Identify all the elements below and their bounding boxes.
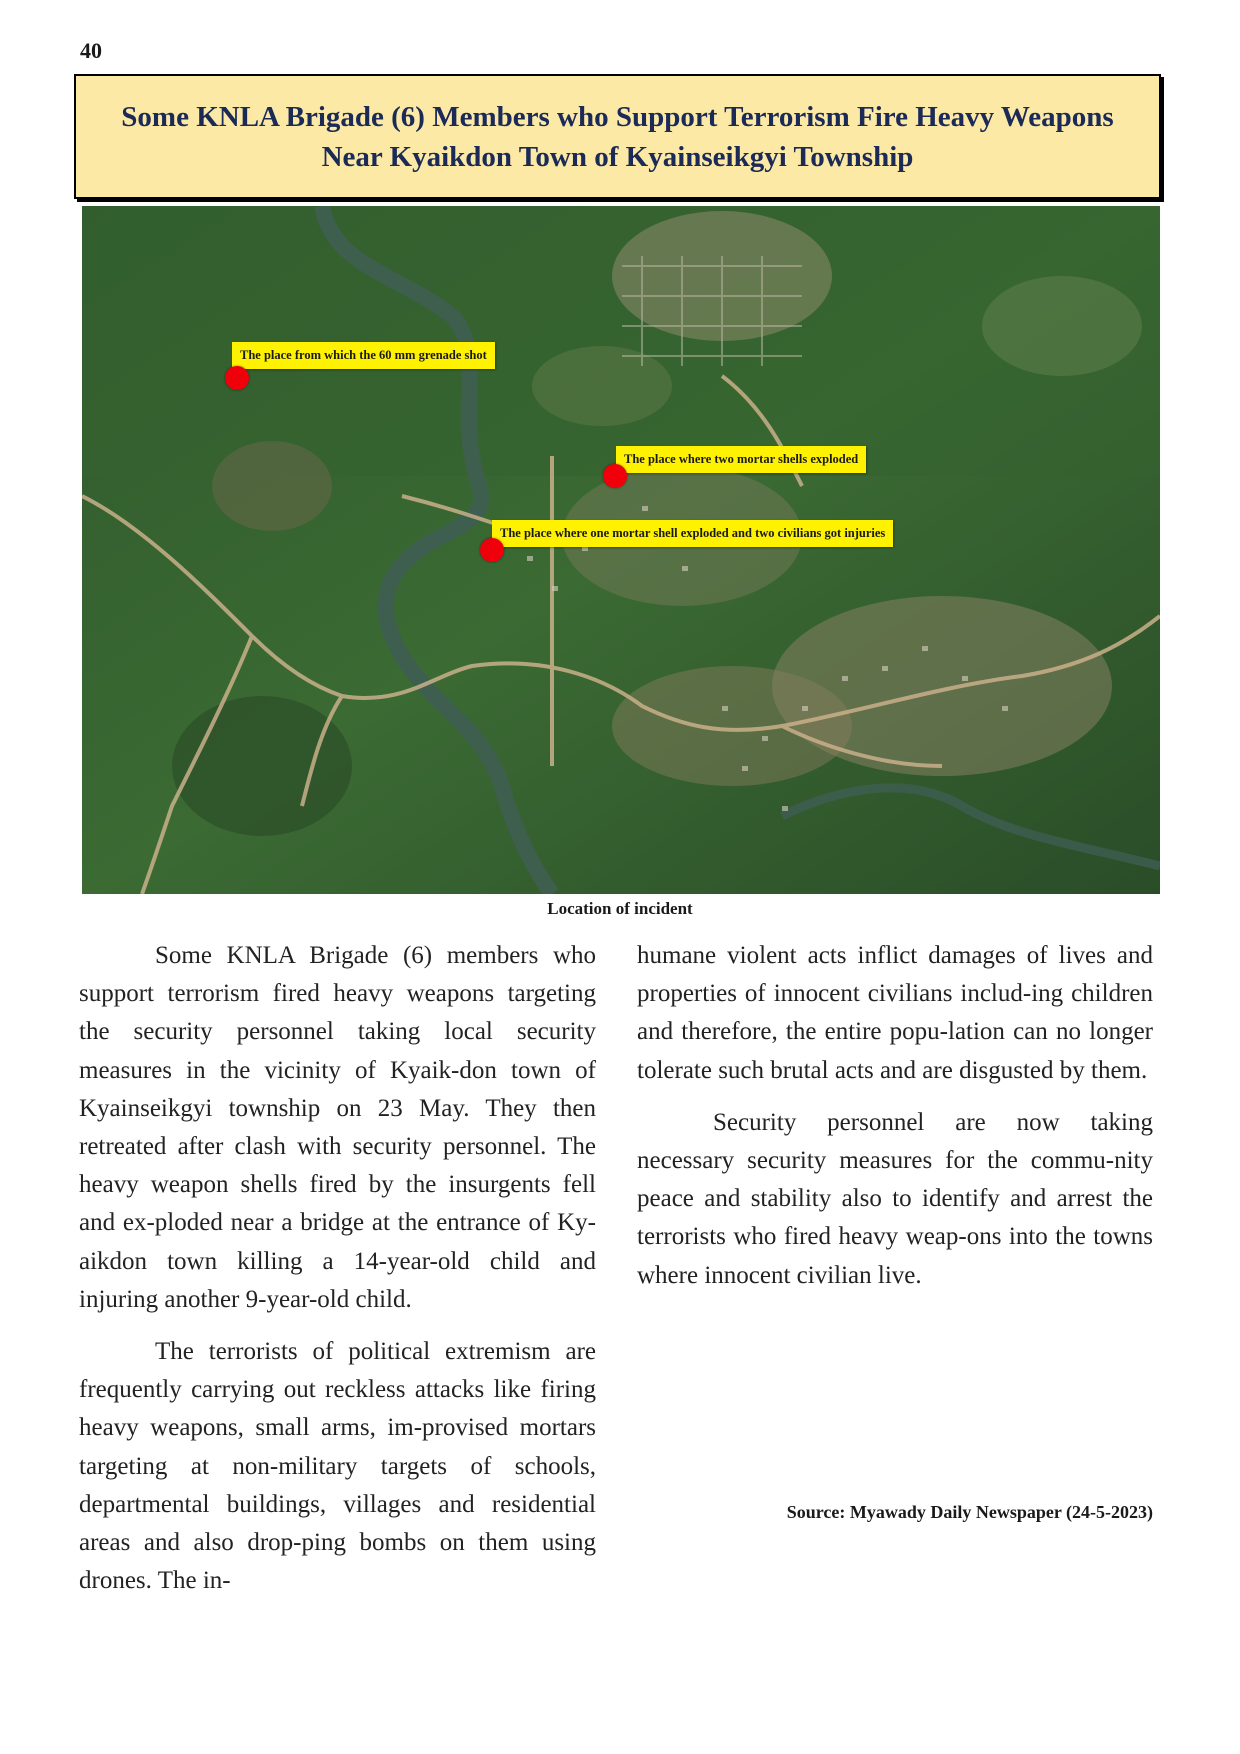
satellite-imagery (82, 206, 1160, 894)
marker-one-shell-injuries (480, 538, 504, 562)
article-paragraph: humane violent acts inflict damages of lives and properties of innocent civilians includ-ing children and therefore, the entire popu-lation can no longer tolerate such brutal acts and are disgusted by them. (637, 942, 1153, 1084)
source-credit: Source: Myawady Daily Newspaper (24-5-2023) (786, 1502, 1153, 1522)
callout-one-shell-injuries: The place where one mortar shell exploded and two civilians got injuries (492, 520, 893, 547)
headline: Some KNLA Brigade (6) Members who Support Terrorism Fire Heavy Weapons Near Kyaikdon Town of Kyainseikgyi Township (121, 100, 1114, 173)
marker-two-shells (603, 464, 627, 488)
page-number: 40 (80, 38, 102, 63)
article-paragraph: Some KNLA Brigade (6) members who support terrorism fired heavy weapons targeting the security personnel taking local security measures in the vicinity of Kyaik-don town of Kyainseikgyi township on 23 May. They then retreated after clash with security personnel. The heavy weapon shells fired by the insurgents fell and ex-ploded near a bridge at the entrance of Ky-aikdon town killing a 14-year-old child and injuring another 9-year-old child. (79, 942, 596, 1313)
article-column-right (637, 937, 1153, 1309)
map-caption: Location of incident (547, 899, 693, 918)
article-column-left (79, 937, 596, 1614)
marker-grenade-origin (225, 366, 249, 390)
article-paragraph: Security personnel are now taking necessary security measures for the commu-nity peace and stability also to identify and arrest the terrorists who fired heavy weap-ons into the towns where innocent civilian live. (637, 1108, 1153, 1289)
callout-two-shells: The place where two mortar shells exploded (616, 446, 866, 473)
satellite-map (82, 206, 1160, 894)
callout-grenade-origin: The place from which the 60 mm grenade shot (232, 342, 495, 369)
article-paragraph: The terrorists of political extremism are frequently carrying out reckless attacks like firing heavy weapons, small arms, im-provised mortars targeting at non-military targets of schools, departmental buildings, villages and residential areas and also drop-ping bombs on them using drones. The in- (79, 1338, 596, 1595)
headline-box (74, 74, 1161, 199)
